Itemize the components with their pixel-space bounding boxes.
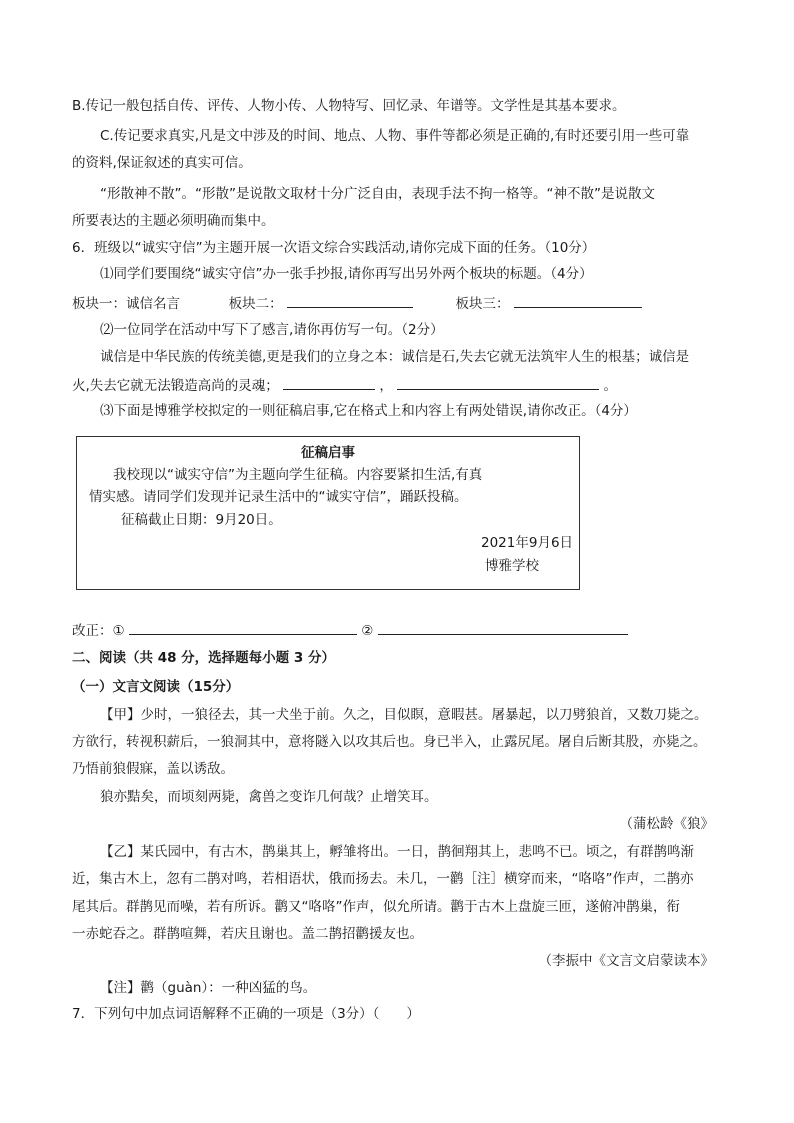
question-6-3: ⑶下面是博雅学校拟定的一则征稿启事,它在格式上和内容上有两处错误,请你改正。（4分）: [100, 403, 637, 419]
footnote: 【注】鹳（guàn）：一种凶猛的鸟。: [100, 980, 317, 996]
correction-row: [72, 620, 628, 641]
option-b: B.传记一般包括自传、评传、人物小传、人物特写、回忆录、年谱等。文学性是其基本要求。: [72, 98, 626, 114]
passage-yi-line2: 近，集古木上，忽有二鹊对鸣，若相语状，俄而扬去。未几，一鹳［注］横穿而来，“咯咯”作声，二鹊亦: [72, 871, 694, 887]
board-2-label: 板块二：: [228, 296, 283, 312]
passage-jia-line3: 乃悟前狼假寐，盖以诱敌。: [72, 761, 234, 777]
passage-yi-source: （李振中《文言文启蒙读本》: [538, 953, 714, 969]
board-1-label: 板块一：诚信名言: [72, 296, 180, 312]
mimic-text: 火,失去它就无法锻造高尚的灵魂；: [72, 378, 279, 394]
question-7: 7．下列句中加点词语解释不正确的一项是（3分）（ ）: [72, 1006, 420, 1022]
mimic-period: 。: [603, 378, 617, 394]
passage-yi-line3: 尾其后。群鹊见而噪，若有所诉。鹳又“咯咯”作声，似允所请。鹳于古木上盘旋三匝，遂俯冲鹊巢，衔: [72, 899, 680, 915]
mimic-line1: 诚信是中华民族的传统美德,更是我们的立身之本：诚信是石,失去它就无法筑牢人生的根基；诚信是: [100, 349, 690, 365]
passage-yi-line4: 一赤蛇吞之。群鹊喧舞，若庆且谢也。盖二鹊招鹳援友也。: [72, 926, 423, 942]
option-c-line2: 的资料,保证叙述的真实可信。: [72, 155, 252, 171]
correction-mark-2: ②: [361, 623, 374, 639]
board-3-label: 板块三：: [455, 296, 510, 312]
passage-jia-line2: 方欲行，转视积薪后，一狼洞其中，意将隧入以攻其后也。身已半入，止露尻尾。屠自后断其股，亦毙之。: [72, 734, 707, 750]
notice-school: 博雅学校: [485, 558, 539, 574]
correction-blank-2[interactable]: [378, 620, 628, 635]
option-d-line2: 所要表达的主题必须明确而集中。: [72, 213, 275, 229]
notice-title: 征稿启事: [301, 445, 355, 461]
question-6-2: ⑵一位同学在活动中写下了感言,请你再仿写一句。（2分）: [100, 322, 444, 338]
passage-jia-line1: 【甲】少时，一狼径去，其一犬坐于前。久之，目似瞑，意暇甚。屠暴起，以刀劈狼首，又数刀毙之。: [100, 707, 708, 723]
option-c-line1: C.传记要求真实,凡是文中涉及的时间、地点、人物、事件等都必须是正确的,有时还要引用一些可靠: [100, 128, 690, 144]
mimic-blank-1[interactable]: [283, 375, 375, 390]
section-2-heading: 二、阅读（共 48 分，选择题每小题 3 分）: [72, 650, 335, 666]
notice-body-line1: 我校现以“诚实守信”为主题向学生征稿。内容要紧扣生活,有真: [113, 467, 483, 483]
board-row: [72, 293, 642, 314]
board-2-blank[interactable]: [287, 293, 413, 308]
mimic-blank-2[interactable]: [397, 375, 599, 390]
notice-date: 2021年9月6日: [481, 535, 574, 551]
passage-jia-source: （蒲松龄《狼》: [619, 816, 714, 832]
board-3-blank[interactable]: [514, 293, 642, 308]
option-d-line1: “形散神不散”。“形散”是说散文取材十分广泛自由，表现手法不拘一格等。“神不散”是说散文: [100, 186, 655, 202]
passage-yi-line1: 【乙】某氏园中，有古木，鹊巢其上，孵雏将出。一日，鹊徊翔其上，悲鸣不已。顷之，有群鹊鸣渐: [100, 844, 694, 860]
question-6-1: ⑴同学们要围绕“诚实守信”办一张手抄报,请你再写出另外两个板块的标题。（4分）: [100, 266, 593, 282]
correction-blank-1[interactable]: [129, 620, 357, 635]
correction-label: 改正：①: [72, 623, 125, 639]
notice-box: [76, 436, 580, 590]
mimic-line2: [72, 375, 617, 396]
question-6: 6．班级以“诚实守信”为主题开展一次语文综合实践活动,请你完成下面的任务。（10分）: [72, 240, 596, 256]
section-2-1-heading: （一）文言文阅读（15分）: [72, 679, 240, 695]
mimic-comma: ，: [379, 378, 393, 394]
passage-jia-line4: 狼亦黠矣，而顷刻两毙，禽兽之变诈几何哉？止增笑耳。: [100, 789, 438, 805]
notice-body-line2: 情实感。请同学们发现并记录生活中的“诚实守信”，踊跃投稿。: [89, 489, 468, 505]
notice-deadline: 征稿截止日期：9月20日。: [121, 512, 282, 528]
